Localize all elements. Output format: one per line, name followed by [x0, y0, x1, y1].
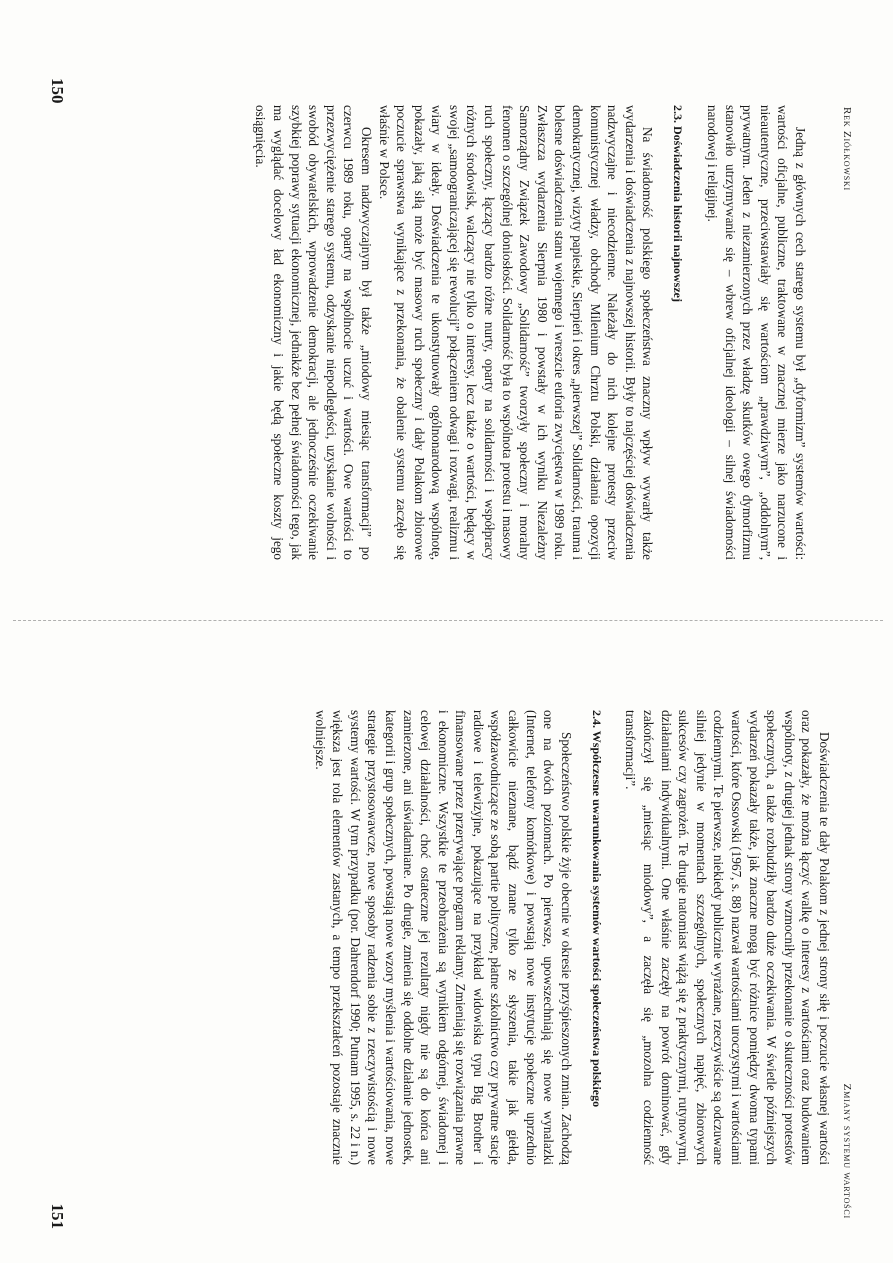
page-number-right: 151 [48, 1203, 67, 1229]
left-paragraph-3: Okresem nadzwyczajnym był także „miodowy miesiąc transformacji” po czerwcu 1989 roku, oparty na wspólnocie uczuć i wartości. Owe wartości to przezwyciężenie starego systemu, odzyskanie niepodległości, uzyskanie wolności i swobód obywatelskich, wprowadzenie demokracji, ale jednocześnie oczekiwanie szybkiej poprawy sytuacji ekonomicznej, jednakże bez pełnej świadomości tego, jak ma wyglądać docelowy ład ekonomiczny i jakie będą społeczne koszty jego osiągnięcia. [253, 105, 374, 560]
running-head-author: Rek Ziółkowski [841, 107, 853, 191]
right-paragraph-1: Doświadczenia te dały Polakom z jednej strony siłę i poczucie własnej wartości oraz pokazały, że można łączyć walkę o interesy z wartościami oraz budowaniem wspólnoty, z drugiej jednak strony wzmocniły przekonanie o skuteczności protestów społecznych, a także rozbudziły bardzo duże oczekiwania. W świetle późniejszych wydarzeń pokazały także, jak znaczne mogą być różnice pomiędzy dwoma typami wartości, które Ossowski (1967, s. 88) nazwał wartościami uroczystymi i wartościami codziennymi. Te pierwsze, niekiedy publicznie wyrażane, rzeczywiście są odczuwane silniej jedynie w momentach szczególnych, społecznych napięć, zbiorowych sukcesów czy zagrożeń. Te drugie natomiast wiążą się z praktycznymi, rutynowymi, działaniami indywidualnymi. One właśnie zaczęły na powrót dominować, gdy zakończył się „miesiąc miodowy”, a zaczęła się „mozolna codzienność transformacji”. [623, 710, 832, 1165]
right-text-column [311, 710, 833, 1165]
section-heading-2-3: 2.3. Doświadczenia historii najnowszej [671, 105, 686, 302]
section-heading-2-4: 2.4. Współczesne uwarunkowania systemów wartości społeczeństwa polskiego [589, 710, 604, 1108]
left-paragraph-2: Na świadomość polskiego społeczeństwa znaczny wpływ wywarły także wydarzenia i doświadczenia z najnowszej historii. Były to najczęściej doświadczenia nadzwyczajne i niecodzienne. Należały do nich kolejne protesty przeciw komunistycznej władzy, obchody Milenium Chrztu Polski, działania opozycji demokratycznej, wizyty papieskie, Sierpień i okres „pierwszej” Solidarności, trauma i bolesne doświadczenia stanu wojennego i wreszcie euforia zwycięstwa w 1989 roku. Zwłaszcza wydarzenia Sierpnia 1980 i powstały w ich wyniku Niezależny Samorządny Związek Zawodowy „Solidarność” tworzyły społeczny i moralny fenomen o szczególnej doniosłości. Solidarność była to wspólnota protestu i masowy ruch społeczny, łączący bardzo różne nurty, oparty na solidarności i współpracy różnych środowisk, walczący nie tylko o interesy, lecz także o wartości, będący w swojej „samoograniczającej się rewolucji” połączeniem odwagi i rozwagi, realizmu i wiary w ideały. Doświadczenia te ukonstytuowały ogólnonarodową wspólnotę, pokazały, jaką siłą może być masowy ruch społeczny i dały Polakom zbiorowe poczucie sprawstwa wynikające z przekonania, że obalenie systemu zaczęło się właśnie w Polsce. [376, 105, 656, 560]
left-paragraph-1: Jedną z głównych cech starego systemu był „dyformizm” systemów wartości: wartości oficjalne, publiczne, traktowane w znacznej mierze jako narzucone i nieautentyczne, przeciwstawiały się wartościom „prawdziwym”, „oddolnym”, prywatnym. Jeden z niezamierzonych przez władzę skutków owego dymorfizmu stanowiło utrzymywanie się – wbrew oficjalnej ideologii – silnej świadomości narodowej i religijnej. [705, 105, 808, 560]
right-page [0, 632, 893, 1263]
running-head-title: Zmiany systemu wartości [841, 1083, 853, 1219]
right-paragraph-2: Społeczeństwo polskie żyje obecnie w okresie przyśpieszonych zmian. Zachodzą one na dwóch poziomach. Po pierwsze, upowszechniają się nowe wynalazki (Internet, telefony komórkowe) i powstają nowe instytucje społeczne uprzednio całkowicie nieznane, bądź znane tylko ze słyszenia, takie jak giełda, współzawodniczące ze sobą partie polityczne, płatne szkolnictwo czy prywatne stacje radiowe i telewizyjne, pokazujące na przykład widowiska typu Big Brother i finansowane przez przerywające program reklamy. Zmieniają się rozwiązania prawne i ekonomiczne. Wszystkie te przeobrażenia są wynikiem odgórnej, świadomej i celowej działalności, choć ostateczne jej rezultaty nigdy nie są do końca ani zamierzone, ani uświadamiane. Po drugie, zmienia się oddolne działanie jednostek, kategorii i grup społecznych, powstają nowe wzory myślenia i wartościowania, nowe strategie przystosowawcze, nowe sposoby radzenia sobie z rzeczywistością i nowe systemy wartości. W tym przypadku (por. Dahrendorf 1990; Putnam 1995, s. 22 i n.) większa jest rola elementów zastanych, a tempo przekształceń pozostaje znacznie wolniejsze. [312, 710, 574, 1165]
left-text-column [252, 105, 809, 560]
page-number-left: 150 [48, 78, 67, 104]
left-page [0, 0, 893, 631]
